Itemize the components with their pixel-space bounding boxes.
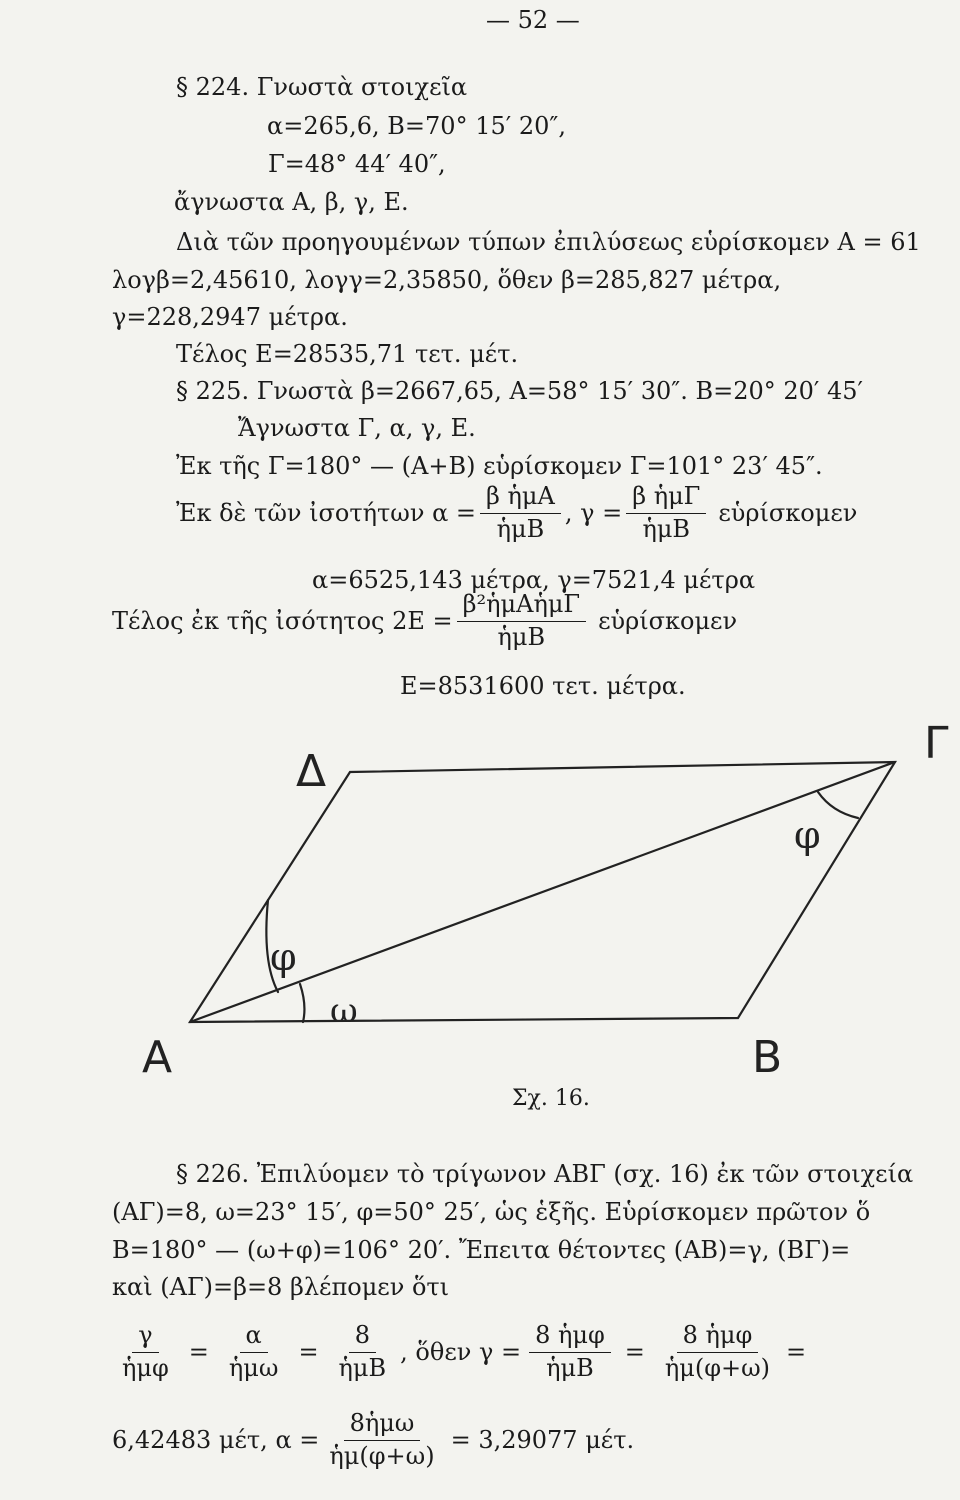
fraction-denominator: ἡμω [228, 1353, 279, 1382]
s225-unknown: Ἄγνωστα Γ, α, γ, Ε. [238, 414, 476, 442]
s224-line-1: Διὰ τῶν προηγουμένων τύπων ἐπιλύσεως εὑρίσκομεν Α = 61 [176, 228, 921, 256]
s225-line-1: Ἐκ τῆς Γ=180° — (Α+Β) εὑρίσκομεν Γ=101° 23′ 45″. [176, 452, 823, 480]
s225-line-5: Ε=8531600 τετ. μέτρα. [400, 672, 686, 700]
fraction-8sinphi-over-sinsum [659, 1322, 776, 1382]
figure-caption: Σχ. 16. [512, 1086, 590, 1111]
fraction-numerator: 8 ἡμφ [529, 1322, 611, 1353]
angle-label-phi-right: φ [794, 813, 821, 857]
fraction-denominator: ἡμφ [122, 1353, 169, 1382]
s224-given-2: Γ=48° 44′ 40″, [268, 150, 446, 178]
s226-line-3: Β=180° — (ω+φ)=106° 20′. Ἔπειτα θέτοντες (ΑΒ)=γ, (ΒΓ)= [112, 1236, 851, 1264]
equals-sign: = [298, 1338, 319, 1366]
fraction-denominator: ἡμΒ [497, 622, 546, 651]
s226-result-row [112, 1400, 634, 1480]
fraction-denominator: ἡμΒ [338, 1353, 387, 1382]
vertex-label-a: A [142, 1032, 173, 1083]
fraction-numerator: 8 ἡμφ [677, 1322, 759, 1353]
figure-16 [0, 700, 960, 1120]
s225-line-4 [112, 586, 737, 656]
equals-sign: = [624, 1338, 645, 1366]
result-gamma: 6,42483 μέτ, α = [112, 1426, 320, 1454]
fraction-numerator: 8 [349, 1322, 376, 1353]
s224-given-1: α=265,6, Β=70° 15′ 20″, [267, 112, 566, 140]
s224-line-4: Τέλος Ε=28535,71 τετ. μέτ. [176, 340, 519, 368]
fraction-numerator: β²ἡμΑἡμΓ [457, 591, 586, 622]
fraction-gamma [626, 483, 706, 543]
angle-label-omega: ω [330, 991, 358, 1031]
fraction-numerator: α [240, 1322, 268, 1353]
fraction-gamma-over-sinphi [116, 1322, 175, 1382]
s225-line-3: α=6525,143 μέτρα, γ=7521,4 μέτρα [312, 566, 756, 594]
s226-line-1: § 226. Ἐπιλύομεν τὸ τρίγωνον ΑΒΓ (σχ. 16) ἐκ τῶν στοιχεία [176, 1160, 914, 1188]
s226-line-2: (ΑΓ)=8, ω=23° 15′, φ=50° 25′, ὡς ἑξῆς. Εὑρίσκομεν πρῶτον ὅ [112, 1198, 871, 1226]
s224-line-3: γ=228,2947 μέτρα. [112, 303, 348, 331]
fraction-8sinphi-over-sinb [529, 1322, 611, 1382]
equation-text: , ὅθεν γ = [400, 1338, 522, 1366]
vertex-label-g: Γ [924, 718, 949, 769]
fraction-numerator: 8ἡμω [344, 1410, 421, 1441]
fraction-denominator: ἡμ(φ+ω) [329, 1441, 435, 1470]
vertex-label-d: Δ [296, 746, 327, 797]
s225-line-2-mid: , γ = [564, 499, 623, 527]
angle-label-phi-left: φ [270, 935, 297, 979]
s225-line-2 [176, 478, 857, 548]
fraction-area [457, 591, 586, 651]
s225-line-2-post: εὑρίσκομεν [718, 499, 858, 527]
s224-unknown: ἄγνωστα Α, β, γ, Ε. [174, 188, 409, 216]
fraction-denominator: ἡμΒ [642, 514, 691, 543]
vertex-label-b: B [752, 1032, 783, 1083]
s225-line-4-post: εὑρίσκομεν [598, 607, 738, 635]
angle-omega-arc [300, 984, 304, 1022]
s224-heading: § 224. Γνωστὰ στοιχεῖα [176, 73, 468, 101]
fraction-numerator: β ἡμΓ [626, 483, 706, 514]
s225-line-4-text: Τέλος ἐκ τῆς ἰσότητος 2Ε = [112, 607, 453, 635]
s226-line-4: καὶ (ΑΓ)=β=8 βλέπομεν ὅτι [112, 1273, 450, 1301]
fraction-8-over-sinb [333, 1322, 393, 1382]
result-alpha: = 3,29077 μέτ. [450, 1426, 635, 1454]
fraction-denominator: ἡμ(φ+ω) [664, 1353, 771, 1382]
fraction-denominator: ἡμΒ [496, 514, 545, 543]
s225-heading: § 225. Γνωστὰ β=2667,65, Α=58° 15′ 30″. Β=20° 20′ 45′ [176, 377, 863, 405]
fraction-alpha [480, 483, 561, 543]
diagonal-ag [190, 762, 895, 1022]
equals-sign: = [188, 1338, 209, 1366]
fraction-denominator: ἡμΒ [546, 1353, 594, 1382]
s226-equation-row [112, 1312, 812, 1392]
fraction-8sinomega-over-sinsum [323, 1410, 440, 1470]
equals-sign: = [786, 1338, 807, 1366]
page-number: — 52 — [486, 6, 580, 34]
fraction-alpha-over-sinomega [223, 1322, 285, 1382]
s225-line-2-text: Ἐκ δὲ τῶν ἰσοτήτων α = [176, 499, 477, 527]
fraction-numerator: γ [132, 1322, 158, 1353]
angle-phi-arc-right [818, 792, 858, 818]
s224-line-2: λογβ=2,45610, λογγ=2,35850, ὅθεν β=285,827 μέτρα, [112, 266, 782, 294]
fraction-numerator: β ἡμΑ [480, 483, 561, 514]
